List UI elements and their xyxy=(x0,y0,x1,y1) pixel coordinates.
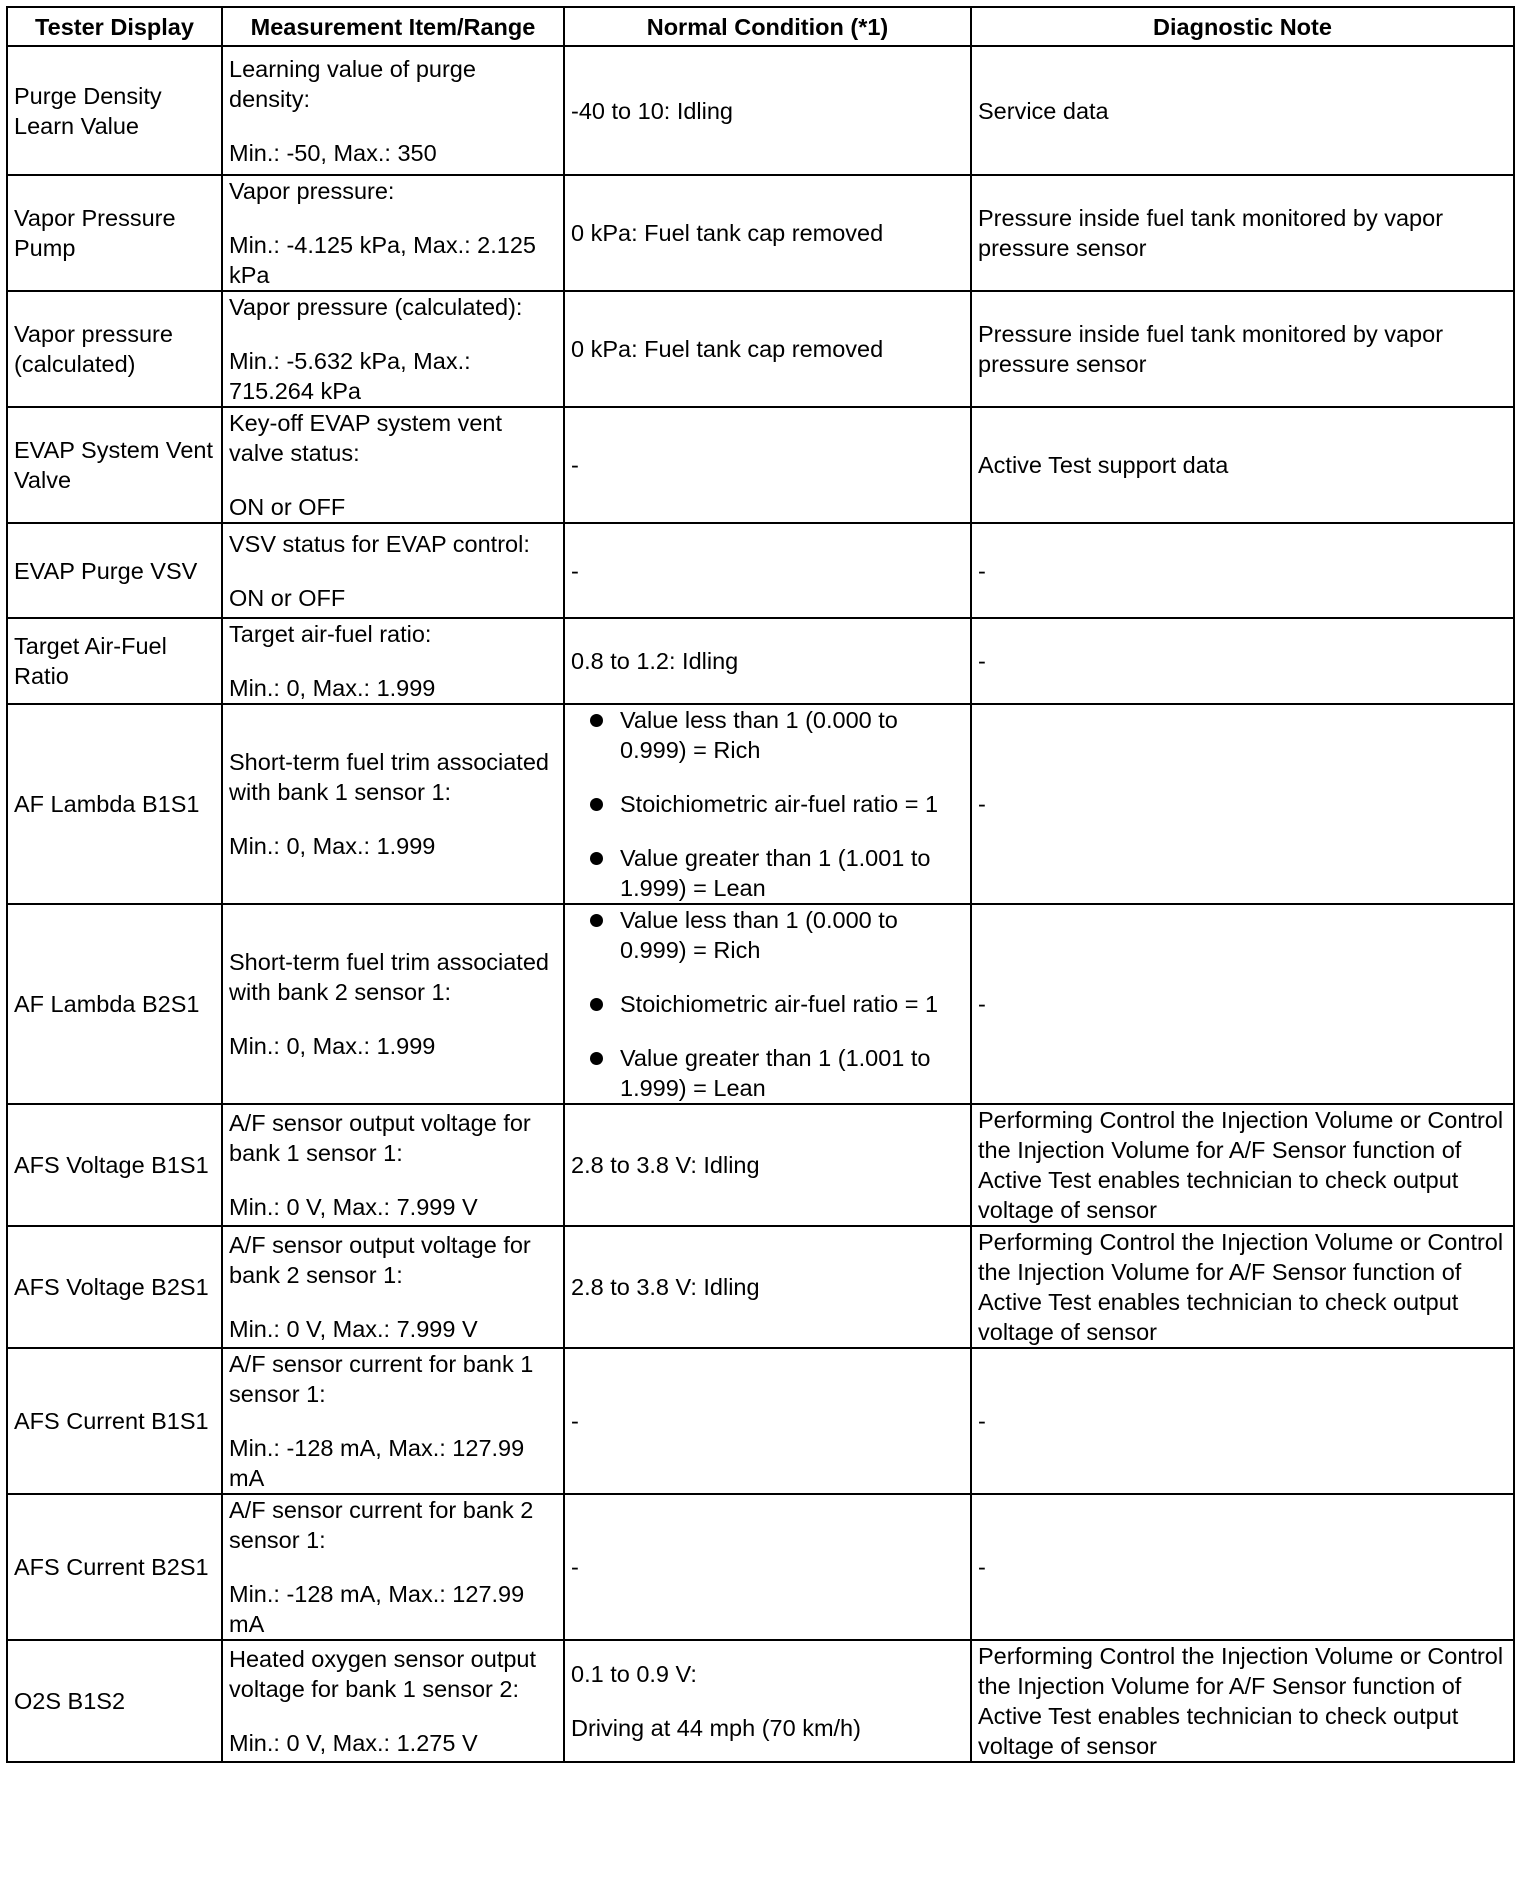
table-row xyxy=(7,407,1514,523)
diagnostic-note-cell: Performing Control the Injection Volume or Control the Injection Volume for A/F Sensor function of Active Test enables technician to check output voltage of sensor xyxy=(971,1640,1514,1762)
measurement-cell xyxy=(222,46,564,175)
table-row xyxy=(7,46,1514,175)
table-row xyxy=(7,1494,1514,1640)
tester-display-cell: AFS Voltage B2S1 xyxy=(7,1226,222,1348)
normal-condition-cell xyxy=(564,1640,971,1762)
measurement-description: Vapor pressure: xyxy=(229,178,395,204)
measurement-cell xyxy=(222,1640,564,1762)
normal-condition-cell: -40 to 10: Idling xyxy=(564,46,971,175)
tester-display-cell: Purge Density Learn Value xyxy=(7,46,222,175)
measurement-cell xyxy=(222,175,564,291)
measurement-range: Min.: 0, Max.: 1.999 xyxy=(229,833,436,859)
tester-display-cell: O2S B1S2 xyxy=(7,1640,222,1762)
tester-display-cell: EVAP Purge VSV xyxy=(7,523,222,618)
tester-display-cell: Vapor pressure (calculated) xyxy=(7,291,222,407)
measurement-range: Min.: -4.125 kPa, Max.: 2.125 kPa xyxy=(229,232,536,288)
measurement-range: Min.: -5.632 kPa, Max.: 715.264 kPa xyxy=(229,348,471,404)
tester-display-cell: AFS Current B2S1 xyxy=(7,1494,222,1640)
condition-line: Driving at 44 mph (70 km/h) xyxy=(571,1715,861,1741)
tester-display-cell: AF Lambda B2S1 xyxy=(7,904,222,1104)
measurement-description: Short-term fuel trim associated with bank 1 sensor 1: xyxy=(229,749,549,805)
tester-display-cell: Vapor Pressure Pump xyxy=(7,175,222,291)
measurement-cell xyxy=(222,1348,564,1494)
document-page xyxy=(6,6,1515,1763)
measurement-description: Short-term fuel trim associated with bank 2 sensor 1: xyxy=(229,949,549,1005)
diagnostic-note-cell: Service data xyxy=(971,46,1514,175)
condition-bullet-item: Stoichiometric air-fuel ratio = 1 xyxy=(571,989,964,1019)
measurement-cell xyxy=(222,523,564,618)
tester-display-cell: AF Lambda B1S1 xyxy=(7,704,222,904)
diagnostic-note-cell: Performing Control the Injection Volume or Control the Injection Volume for A/F Sensor function of Active Test enables technician to check output voltage of sensor xyxy=(971,1104,1514,1226)
diagnostic-note-cell: - xyxy=(971,904,1514,1104)
condition-bullet-item: Value greater than 1 (1.001 to 1.999) = Lean xyxy=(571,1043,964,1103)
condition-bullet-item: Stoichiometric air-fuel ratio = 1 xyxy=(571,789,964,819)
condition-bullet-item: Value less than 1 (0.000 to 0.999) = Rich xyxy=(571,705,964,765)
diagnostic-note-cell: - xyxy=(971,704,1514,904)
table-row xyxy=(7,904,1514,1104)
condition-bullet-list xyxy=(571,705,964,903)
table-row xyxy=(7,1104,1514,1226)
measurement-range: ON or OFF xyxy=(229,494,346,520)
normal-condition-cell: - xyxy=(564,407,971,523)
measurement-range: Min.: -128 mA, Max.: 127.99 mA xyxy=(229,1435,525,1491)
condition-line: 0.1 to 0.9 V: xyxy=(571,1661,697,1687)
measurement-cell xyxy=(222,1226,564,1348)
diagnostic-note-cell: Pressure inside fuel tank monitored by vapor pressure sensor xyxy=(971,175,1514,291)
tester-display-cell: AFS Current B1S1 xyxy=(7,1348,222,1494)
measurement-description: Target air-fuel ratio: xyxy=(229,621,432,647)
measurement-range: ON or OFF xyxy=(229,584,346,611)
measurement-description: A/F sensor output voltage for bank 1 sensor 1: xyxy=(229,1110,531,1166)
normal-condition-cell: - xyxy=(564,1348,971,1494)
table-row xyxy=(7,704,1514,904)
normal-condition-cell: 0.8 to 1.2: Idling xyxy=(564,618,971,704)
tester-display-cell: Target Air-Fuel Ratio xyxy=(7,618,222,704)
diagnostic-note-cell: - xyxy=(971,1494,1514,1640)
measurement-range: Min.: 0 V, Max.: 1.275 V xyxy=(229,1730,478,1756)
measurement-range: Min.: -50, Max.: 350 xyxy=(229,139,437,166)
diagnostic-note-cell: Performing Control the Injection Volume or Control the Injection Volume for A/F Sensor function of Active Test enables technician to check output voltage of sensor xyxy=(971,1226,1514,1348)
measurement-description: A/F sensor current for bank 2 sensor 1: xyxy=(229,1497,534,1553)
measurement-cell xyxy=(222,704,564,904)
measurement-description: VSV status for EVAP control: xyxy=(229,530,530,557)
diagnostic-note-cell: - xyxy=(971,618,1514,704)
table-row xyxy=(7,1640,1514,1762)
header-measurement-item: Measurement Item/Range xyxy=(222,7,564,46)
header-normal-condition: Normal Condition (*1) xyxy=(564,7,971,46)
measurement-range: Min.: 0, Max.: 1.999 xyxy=(229,1033,436,1059)
measurement-cell xyxy=(222,407,564,523)
measurement-description: Heated oxygen sensor output voltage for bank 1 sensor 2: xyxy=(229,1646,537,1702)
normal-condition-cell: 2.8 to 3.8 V: Idling xyxy=(564,1226,971,1348)
condition-bullet-list xyxy=(571,905,964,1103)
measurement-description: A/F sensor output voltage for bank 2 sensor 1: xyxy=(229,1232,531,1288)
measurement-cell xyxy=(222,1104,564,1226)
data-list-table xyxy=(6,6,1515,1763)
table-row xyxy=(7,291,1514,407)
header-tester-display: Tester Display xyxy=(7,7,222,46)
normal-condition-cell: 0 kPa: Fuel tank cap removed xyxy=(564,291,971,407)
measurement-range: Min.: 0 V, Max.: 7.999 V xyxy=(229,1194,478,1220)
measurement-range: Min.: 0 V, Max.: 7.999 V xyxy=(229,1316,478,1342)
measurement-range: Min.: 0, Max.: 1.999 xyxy=(229,675,436,701)
measurement-cell xyxy=(222,904,564,1104)
measurement-range: Min.: -128 mA, Max.: 127.99 mA xyxy=(229,1581,525,1637)
normal-condition-cell xyxy=(564,904,971,1104)
table-row xyxy=(7,1348,1514,1494)
diagnostic-note-cell: - xyxy=(971,523,1514,618)
tester-display-cell: EVAP System Vent Valve xyxy=(7,407,222,523)
measurement-description: Vapor pressure (calculated): xyxy=(229,294,523,320)
normal-condition-cell: 0 kPa: Fuel tank cap removed xyxy=(564,175,971,291)
table-row xyxy=(7,1226,1514,1348)
tester-display-cell: AFS Voltage B1S1 xyxy=(7,1104,222,1226)
diagnostic-note-cell: Pressure inside fuel tank monitored by vapor pressure sensor xyxy=(971,291,1514,407)
normal-condition-cell: 2.8 to 3.8 V: Idling xyxy=(564,1104,971,1226)
measurement-cell xyxy=(222,618,564,704)
condition-bullet-item: Value greater than 1 (1.001 to 1.999) = Lean xyxy=(571,843,964,903)
header-row xyxy=(7,7,1514,46)
table-row xyxy=(7,175,1514,291)
table-row xyxy=(7,523,1514,618)
normal-condition-cell: - xyxy=(564,1494,971,1640)
diagnostic-note-cell: - xyxy=(971,1348,1514,1494)
measurement-cell xyxy=(222,291,564,407)
normal-condition-cell: - xyxy=(564,523,971,618)
normal-condition-cell xyxy=(564,704,971,904)
diagnostic-note-cell: Active Test support data xyxy=(971,407,1514,523)
header-diagnostic-note: Diagnostic Note xyxy=(971,7,1514,46)
condition-bullet-item: Value less than 1 (0.000 to 0.999) = Rich xyxy=(571,905,964,965)
table-row xyxy=(7,618,1514,704)
measurement-description: A/F sensor current for bank 1 sensor 1: xyxy=(229,1351,534,1407)
measurement-description: Learning value of purge density: xyxy=(229,55,476,112)
measurement-cell xyxy=(222,1494,564,1640)
measurement-description: Key-off EVAP system vent valve status: xyxy=(229,410,502,466)
